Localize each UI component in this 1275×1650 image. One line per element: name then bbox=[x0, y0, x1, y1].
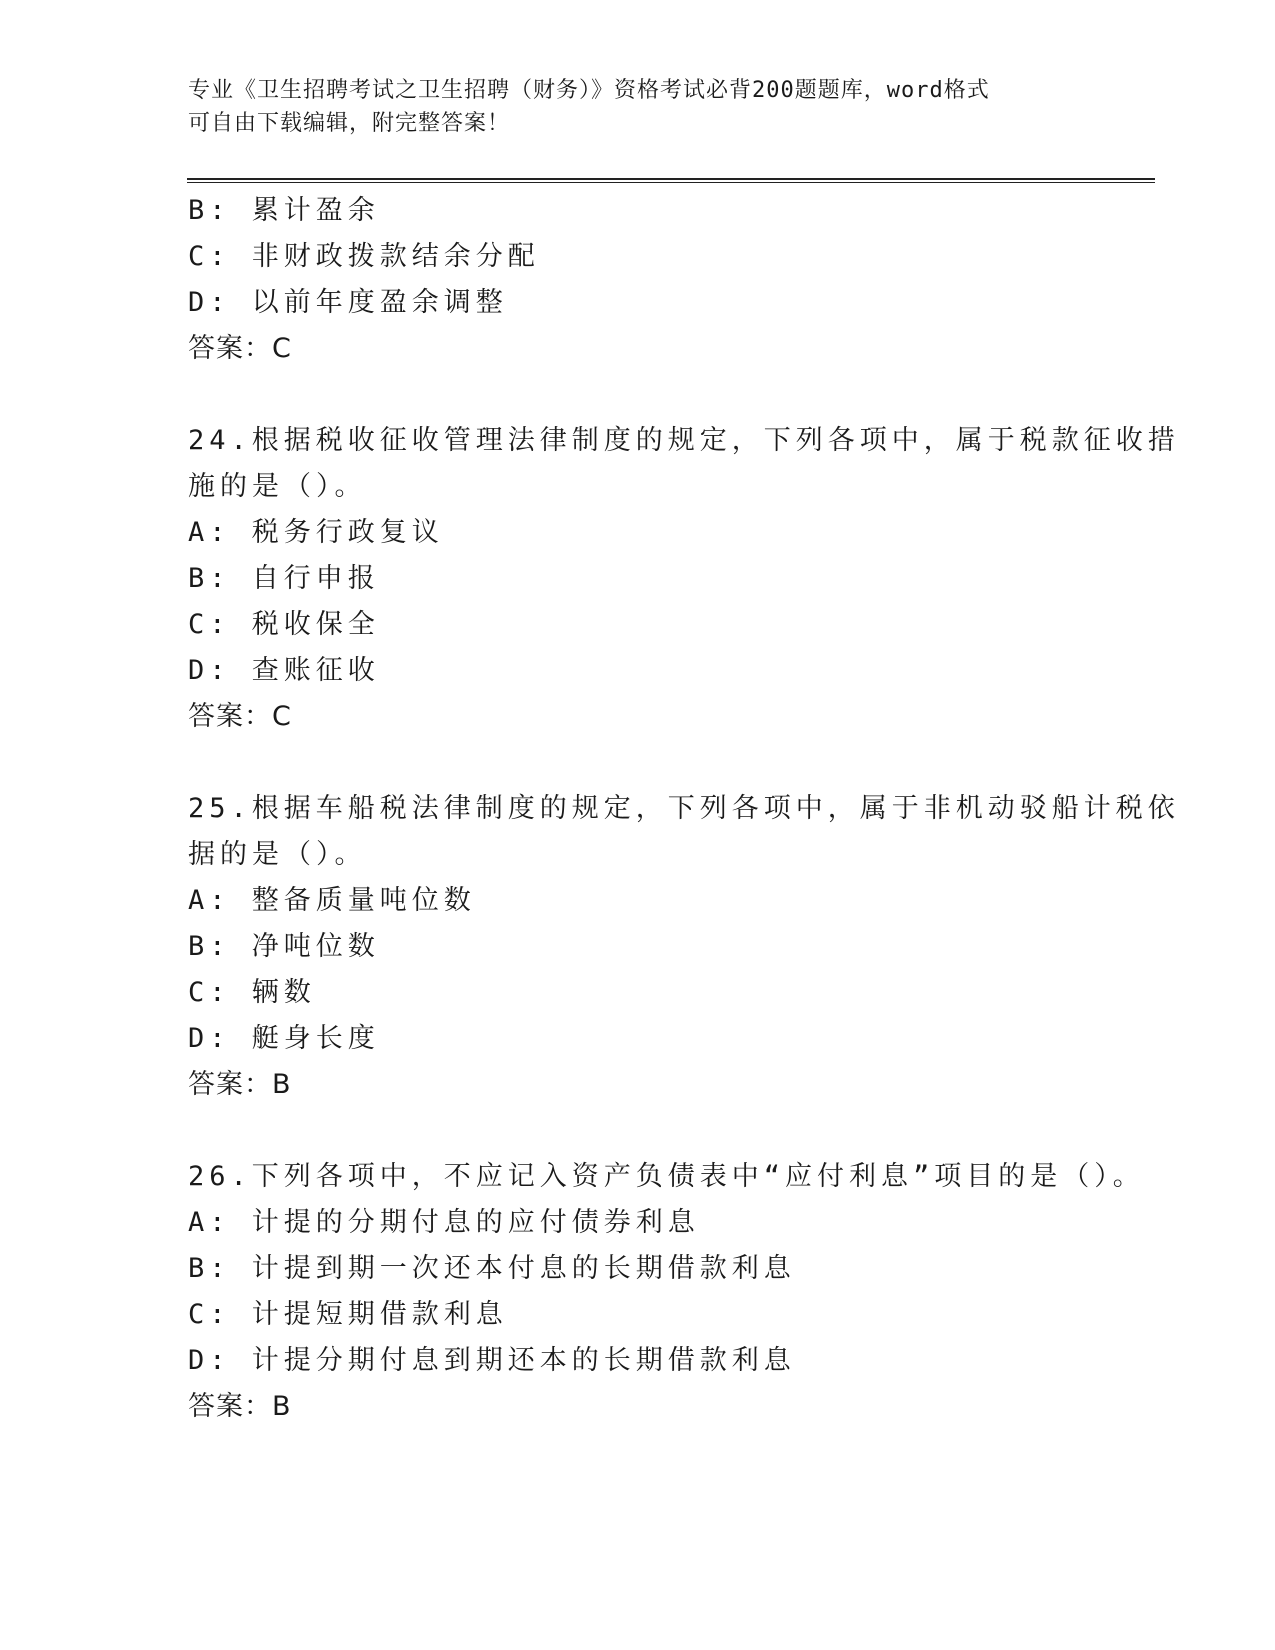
question-stem: 26.下列各项中，不应记入资产负债表中“应付利息”项目的是（）。 bbox=[188, 1161, 1145, 1192]
question-23-continued bbox=[188, 188, 1088, 372]
option-d: D: 查账征收 bbox=[188, 655, 380, 686]
option-b: B: 计提到期一次还本付息的长期借款利息 bbox=[188, 1253, 796, 1284]
header-line-2: 可自由下载编辑，附完整答案！ bbox=[188, 111, 511, 136]
header-line-1: 专业《卫生招聘考试之卫生招聘（财务）》资格考试必背200题题库，word格式 bbox=[188, 78, 990, 103]
document-header bbox=[188, 74, 1088, 140]
option-a: A: 整备质量吨位数 bbox=[188, 885, 476, 916]
header-divider bbox=[187, 178, 1155, 183]
option-c: C: 非财政拨款结余分配 bbox=[188, 241, 540, 272]
option-b: B: 累计盈余 bbox=[188, 195, 380, 226]
answer: 答案：B bbox=[188, 1069, 292, 1100]
question-24 bbox=[188, 418, 1180, 740]
option-d: D: 艇身长度 bbox=[188, 1023, 380, 1054]
question-list bbox=[188, 188, 1180, 1430]
option-d: D: 计提分期付息到期还本的长期借款利息 bbox=[188, 1345, 796, 1376]
question-stem: 25.根据车船税法律制度的规定，下列各项中，属于非机动驳船计税依 bbox=[188, 793, 1180, 824]
option-b: B: 自行申报 bbox=[188, 563, 380, 594]
option-a: A: 税务行政复议 bbox=[188, 517, 444, 548]
question-25 bbox=[188, 786, 1180, 1108]
answer: 答案：B bbox=[188, 1391, 292, 1422]
question-stem-cont: 据的是（）。 bbox=[188, 839, 367, 870]
option-c: C: 税收保全 bbox=[188, 609, 380, 640]
question-stem: 24.根据税收征收管理法律制度的规定，下列各项中，属于税款征收措 bbox=[188, 425, 1180, 456]
question-26 bbox=[188, 1154, 1145, 1430]
answer: 答案：C bbox=[188, 333, 292, 364]
option-d: D: 以前年度盈余调整 bbox=[188, 287, 508, 318]
option-a: A: 计提的分期付息的应付债券利息 bbox=[188, 1207, 700, 1238]
question-stem-cont: 施的是（）。 bbox=[188, 471, 367, 502]
answer: 答案：C bbox=[188, 701, 292, 732]
option-c: C: 计提短期借款利息 bbox=[188, 1299, 508, 1330]
option-b: B: 净吨位数 bbox=[188, 931, 380, 962]
option-c: C: 辆数 bbox=[188, 977, 316, 1008]
